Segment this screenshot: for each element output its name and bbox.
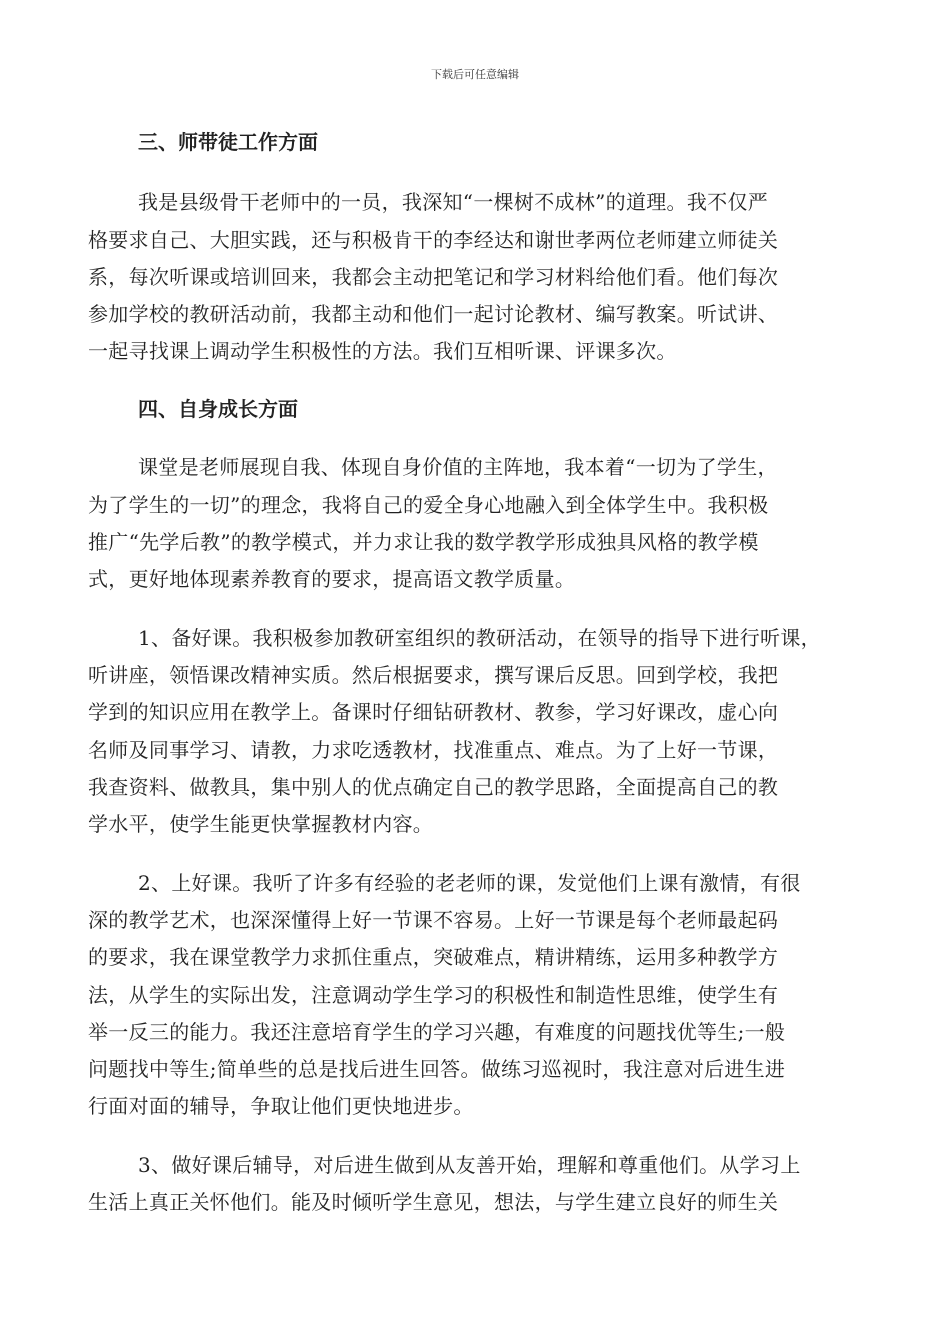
paragraph-line: 学水平，使学生能更快掌握教材内容。 [88, 812, 434, 836]
paragraph-line: 学到的知识应用在教学上。备课时仔细钻研教材、教参，学习好课改，虚心向 [88, 700, 779, 724]
paragraph-line: 我查资料、做教具，集中别人的优点确定自己的教学思路，全面提高自己的教 [88, 775, 779, 799]
paragraph-line: 课堂是老师展现自我、体现自身价值的主阵地，我本着“一切为了学生， [138, 455, 778, 479]
paragraph-line: 为了学生的一切”的理念，我将自己的爱全身心地融入到全体学生中。我积极 [88, 493, 769, 517]
paragraph-line: 举一反三的能力。我还注意培育学生的学习兴趣，有难度的问题找优等生;一般 [88, 1020, 786, 1044]
paragraph-line: 行面对面的辅导，争取让他们更快地进步。 [88, 1094, 474, 1118]
section-heading-4: 四、自身成长方面 [138, 397, 298, 421]
paragraph-line: 2、上好课。我听了许多有经验的老老师的课，发觉他们上课有激情，有很 [138, 871, 801, 895]
paragraph-line: 生活上真正关怀他们。能及时倾听学生意见，想法，与学生建立良好的师生关 [88, 1190, 779, 1214]
page-header: 下载后可任意编辑 [431, 68, 519, 81]
paragraph-line: 一起寻找课上调动学生积极性的方法。我们互相听课、评课多次。 [88, 339, 677, 363]
paragraph-line: 的要求，我在课堂教学力求抓住重点，突破难点，精讲精练，运用多种教学方 [88, 945, 779, 969]
paragraph-line: 我是县级骨干老师中的一员，我深知“一棵树不成林”的道理。我不仅严 [138, 190, 769, 214]
paragraph-line: 深的教学艺术，也深深懂得上好一节课不容易。上好一节课是每个老师最起码 [88, 908, 779, 932]
paragraph-line: 3、做好课后辅导，对后进生做到从友善开始，理解和尊重他们。从学习上 [138, 1153, 801, 1177]
section-heading-3: 三、师带徒工作方面 [138, 130, 318, 154]
paragraph-line: 格要求自己、大胆实践，还与积极肯干的李经达和谢世孝两位老师建立师徒关 [88, 228, 779, 252]
paragraph-line: 问题找中等生;简单些的总是找后进生回答。做练习巡视时，我注意对后进生进 [88, 1057, 786, 1081]
paragraph-line: 1、备好课。我积极参加教研室组织的教研活动，在领导的指导下进行听课， [138, 626, 821, 650]
paragraph-line: 参加学校的教研活动前，我都主动和他们一起讨论教材、编写教案。听试讲、 [88, 302, 779, 326]
paragraph-line: 系，每次听课或培训回来，我都会主动把笔记和学习材料给他们看。他们每次 [88, 265, 779, 289]
paragraph-line: 名师及同事学习、请教，力求吃透教材，找准重点、难点。为了上好一节课， [88, 738, 779, 762]
paragraph-line: 推广“先学后教”的教学模式，并力求让我的数学教学形成独具风格的教学模 [88, 530, 759, 554]
paragraph-line: 听讲座，领悟课改精神实质。然后根据要求，撰写课后反思。回到学校，我把 [88, 663, 779, 687]
paragraph-line: 式，更好地体现素养教育的要求，提高语文教学质量。 [88, 567, 576, 591]
paragraph-line: 法，从学生的实际出发，注意调动学生学习的积极性和制造性思维，使学生有 [88, 983, 779, 1007]
